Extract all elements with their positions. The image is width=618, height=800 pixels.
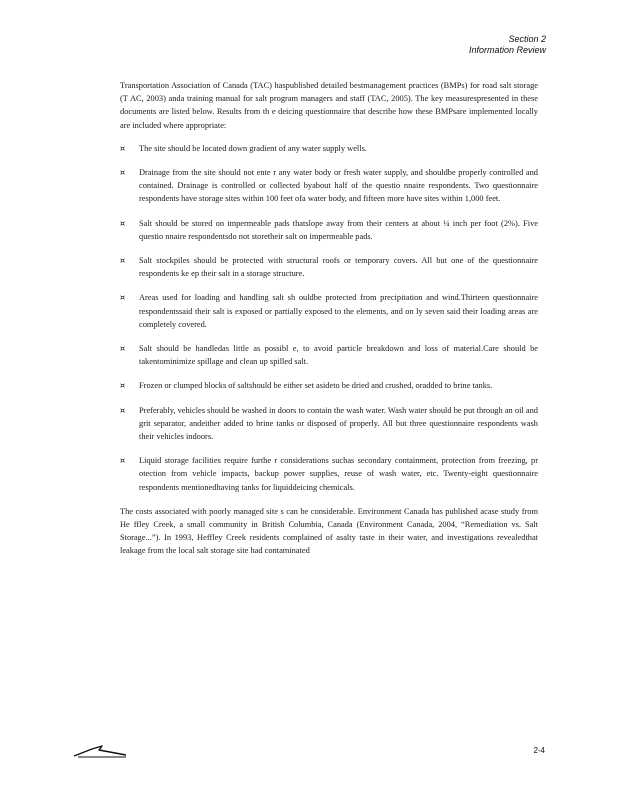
list-item-text: Preferably, vehicles should be washed in doors to contain the wash water. Wash water should be put through an oil and grit separator, andeither added to brine tanks or disposed of properly. All but three questionnaire respondents wash their vehicles indoors. (139, 405, 538, 442)
bullet-icon: ¤ (120, 293, 126, 303)
list-item (120, 254, 538, 280)
list-item-text: Areas used for loading and handling salt sh ouldbe protected from precipitation and wind.Thirteen questionnaire respondentssaid their salt is exposed or partially exposed to the elements, and on ly seven said their loading areas are completely covered. (139, 293, 538, 329)
list-item (120, 404, 538, 444)
list-item-text: Salt should be handledas little as possibl e, to avoid particle breakdown and loss of material.Care should be takentominimize spillage and clean up spilled salt. (139, 344, 538, 367)
bullet-icon: ¤ (120, 143, 126, 153)
body-text (120, 79, 538, 558)
list-item-text: Frozen or clumped blocks of saltshould be either set asideto be dried and crushed, oradded to brine tanks. (139, 381, 493, 391)
list-item-text: Drainage from the site should not ente r any water body or fresh water supply, and shouldbe properly controlled and contained. Drainage is controlled or collected byabout half of the questio nnaire respondents. Two questionnaire respondents have storage sites within 100 feet ofa water body, and fifteen more have sites within 1,000 feet. (139, 168, 538, 204)
list-item-text: The site should be located down gradient of any water supply wells. (139, 143, 367, 153)
list-item (120, 217, 538, 243)
bullet-icon: ¤ (120, 218, 126, 228)
list-item (120, 142, 538, 155)
bullet-icon: ¤ (120, 168, 126, 178)
page-header (469, 34, 546, 56)
intro-paragraph: Transportation Association of Canada (TAC) haspublished detailed bestmanagement practices (BMPs) for road salt storage (T AC, 2003) anda training manual for salt program managers and staff (TAC, 2005). The key measurespresented in these documents are listed below. Results from th e deicing questionnaire that describe how these BMPsare implemented locally are included where appropriate: (120, 81, 538, 130)
list-item (120, 342, 538, 368)
company-logo-icon (72, 743, 128, 759)
bullet-icon: ¤ (120, 344, 126, 354)
section-label: Section 2 (508, 34, 546, 44)
list-item (120, 166, 538, 206)
section-subtitle: Information Review (468, 45, 546, 55)
list-item (120, 454, 538, 494)
bmp-list (120, 142, 538, 494)
list-item-text: Liquid storage facilities require furthe r considerations suchas secondary containment, protection from freezing, pr otection from vehicle impacts, backup power supplies, reuse of wash water, etc. Twenty-eight questionnaire respondents mentionedhaving tanks for liquiddeicing chemicals. (139, 456, 538, 492)
bullet-icon: ¤ (120, 256, 126, 266)
bullet-icon: ¤ (120, 405, 126, 415)
list-item (120, 379, 538, 392)
bullet-icon: ¤ (120, 381, 126, 391)
list-item-text: Salt should be stored on impermeable pads thatslope away from their centers at about ¼ inch per foot (2%). Five questio nnaire respondentsdo not storetheir salt on impermeable pads. (139, 218, 538, 241)
closing-paragraph: The costs associated with poorly managed site s can be considerable. Environment Canada has published acase study from He ffley Creek, a small community in British Columbia, Canada (Environment Canada, 2004, “Remediation vs. Salt Storage...”). In 1993, Heffley Creek residents complained of asalty taste in their water, and investigations revealedthat leakage from the local salt storage site had contaminated (120, 506, 538, 556)
list-item-text: Salt stockpiles should be protected with structural roofs or temporary covers. All but one of the questionnaire respondents ke ep their salt in a storage structure. (139, 256, 538, 279)
page-number: 2-4 (533, 746, 545, 755)
list-item (120, 291, 538, 331)
bullet-icon: ¤ (120, 456, 126, 466)
